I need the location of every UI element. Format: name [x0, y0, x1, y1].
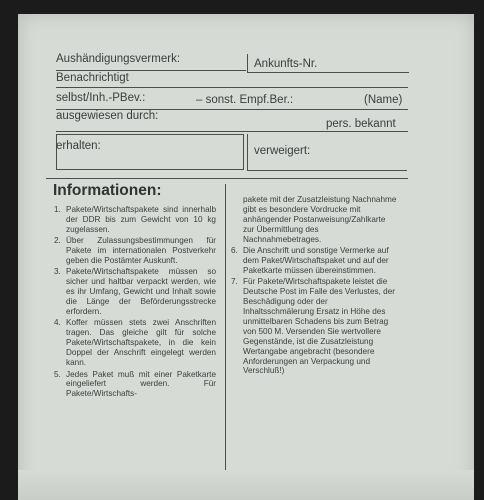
- info-item-5: [54, 370, 216, 400]
- info-right-column: [231, 195, 399, 378]
- parcel-card-back: [18, 14, 474, 500]
- section-divider: [46, 178, 408, 179]
- notified-line: [56, 87, 408, 88]
- name-label: (Name): [364, 94, 403, 106]
- info-item-3-num: 3.: [54, 267, 61, 277]
- identified-by-label: ausgewiesen durch:: [56, 110, 159, 122]
- other-recipient-label: – sonst. Empf.Ber.:: [196, 94, 294, 106]
- info-left-column: [54, 205, 216, 401]
- delivery-note-line: [56, 70, 246, 71]
- info-item-6-text: Die Anschrift und sonstige Vermerke auf dem Paket/Wirtschaftspaket und auf der Paketkarte müssen übereinstimmen.: [243, 246, 389, 275]
- info-item-2: [54, 236, 216, 266]
- self-holder-label: selbst/Inh.-PBev.:: [56, 92, 146, 104]
- info-item-5-continued-text: pakete mit der Zusatzleistung Nachnahme gibt es besondere Vordrucke mit anhängender Postanweisung/Zahlkarte zur Übermittlung des Nachnahmebetrages.: [243, 195, 397, 244]
- notified-label: Benachrichtigt: [56, 72, 129, 84]
- personally-known-label: pers. bekannt: [326, 118, 396, 130]
- identified-by-line: [56, 131, 408, 132]
- info-item-5-continued: [231, 195, 399, 245]
- arrival-number-label: Ankunfts-Nr.: [254, 58, 318, 70]
- info-item-5-text: Jedes Paket muß mit einer Paketkarte eingeliefert werden. Für Pakete/Wirtschafts-: [66, 369, 216, 399]
- info-item-4-text: Koffer müssen stets zwei Anschriften tragen. Das gleiche gilt für solche Pakete/Wirtschaftspakete, in die kein Doppel der Anschrift eingelegt werden kann.: [66, 318, 216, 368]
- arrival-box-bottom: [247, 72, 409, 73]
- info-item-6: [231, 246, 399, 276]
- delivery-note-label: Aushändigungsvermerk:: [56, 53, 181, 65]
- column-divider: [225, 184, 226, 492]
- info-item-1-num: 1.: [54, 205, 61, 214]
- info-item-1-text: Pakete/Wirtschaftspakete sind innerhalb der DDR bis zum Gewicht von 10 kg zugelassen.: [66, 205, 216, 234]
- info-item-7-text: Für Pakete/Wirtschaftspakete leistet die Deutsche Post im Falle des Verlustes, der Beschädigung oder der Inhaltsschmälerung Ersatz in Höhe des unmittelbaren Schadens bis zum Betrag von 500 M. Versenden Sie wertvollere Gegenstände, ist die Zusatzleistung Wertangabe angebracht (besondere Anforderungen an Verpackung und Verschluß!): [243, 277, 395, 376]
- info-item-2-text: Über Zulassungsbestimmungen für Pakete im internationalen Postverkehr geben die Postämter Auskunft.: [66, 236, 216, 266]
- info-item-6-num: 6.: [231, 246, 238, 256]
- info-item-2-num: 2.: [54, 236, 61, 246]
- info-item-5-num: 5.: [54, 369, 61, 379]
- info-item-7-num: 7.: [231, 277, 238, 287]
- info-item-1: [54, 205, 216, 235]
- info-item-3-text: Pakete/Wirtschaftspakete müssen so sicher und haltbar verpackt werden, wie es ihr Umfang, Gewicht und Inhalt sowie die Länge der Beförderungsstrecke erfordern.: [66, 267, 216, 317]
- info-item-4: [54, 318, 216, 368]
- info-item-4-num: 4.: [54, 318, 61, 328]
- refused-box-bottom: [247, 170, 407, 171]
- info-item-3: [54, 267, 216, 317]
- refused-label: verweigert:: [254, 145, 311, 157]
- info-title: Informationen:: [53, 182, 162, 199]
- arrival-box-left: [247, 54, 248, 72]
- info-item-7: [231, 277, 399, 376]
- received-label: erhalten:: [56, 140, 101, 152]
- refused-box-left: [247, 134, 248, 170]
